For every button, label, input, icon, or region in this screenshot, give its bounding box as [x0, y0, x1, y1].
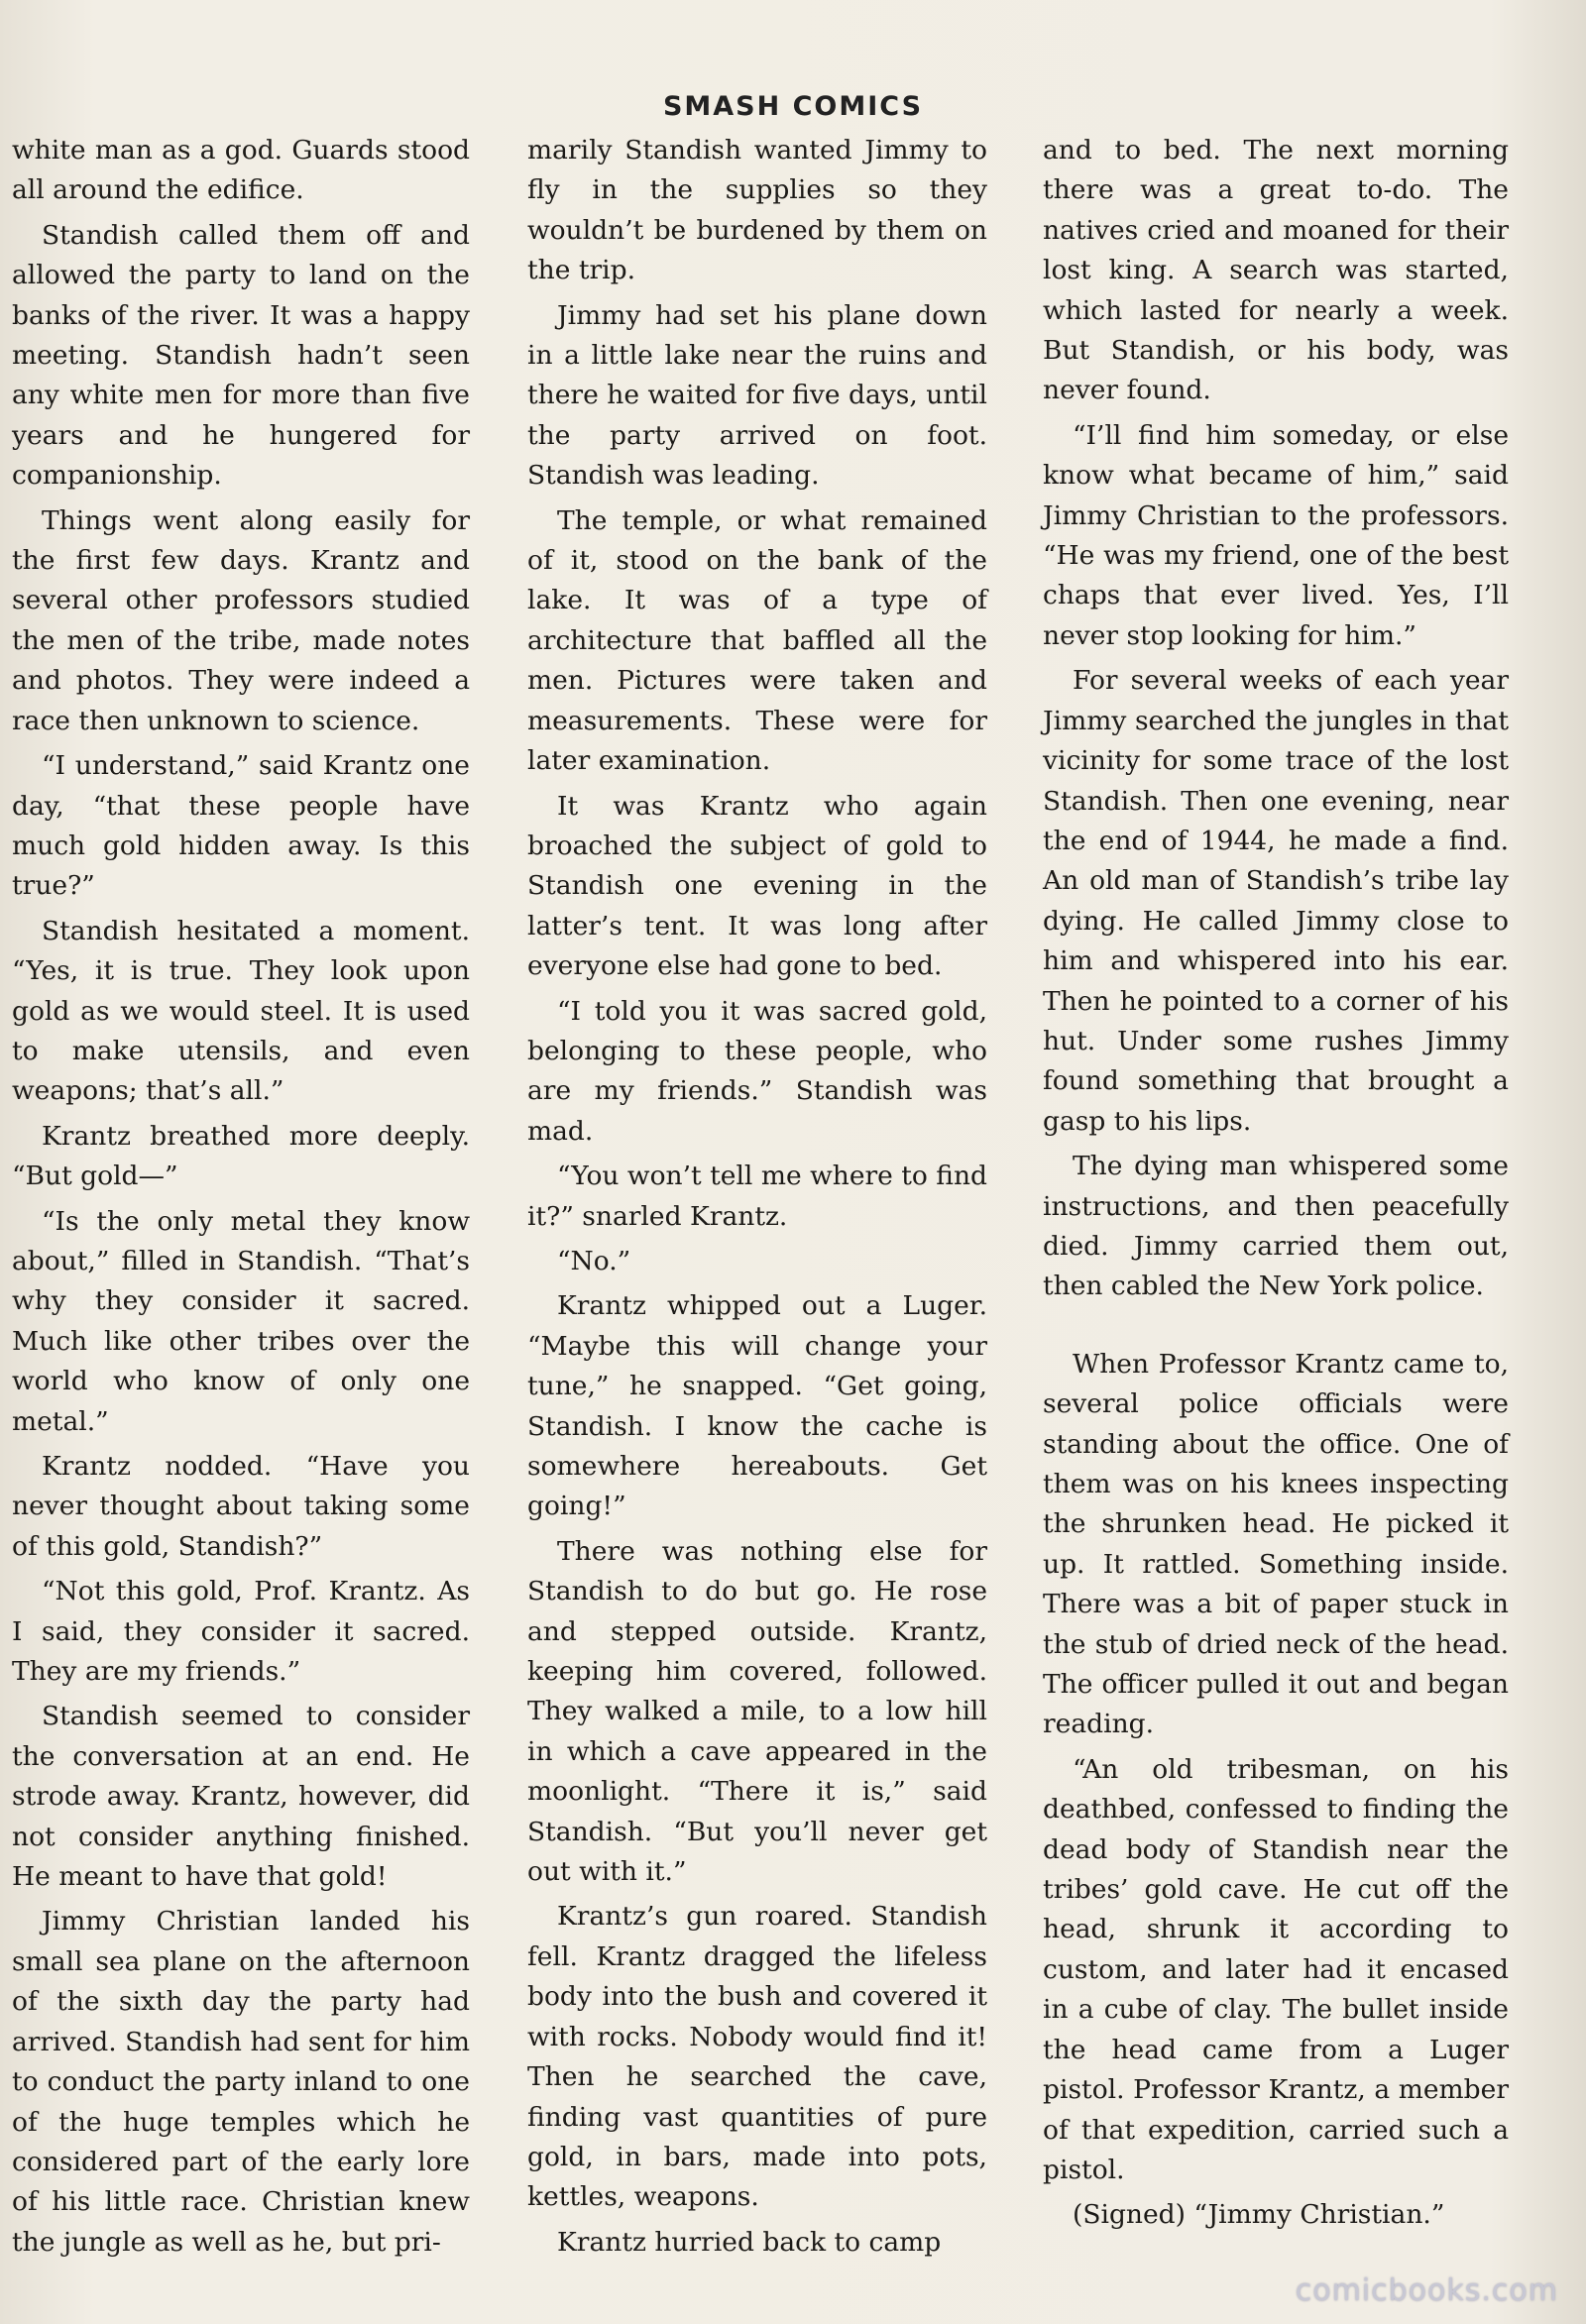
paragraph: “Is the only metal they know about,” filled in Standish. “That’s why they consider it sacred. Much like other tribes over the world who know of only one metal.” — [12, 1205, 470, 1437]
paragraph: Krantz’s gun roared. Standish fell. Krantz dragged the lifeless body into the bush and covered it with rocks. Nobody would find it! Then he searched the cave, finding vast quantities of pure gold, in bars, made into pots, kettles, weapons. — [527, 1901, 987, 2213]
paragraph: “No.” — [557, 1245, 631, 1276]
paragraph: Krantz whipped out a Luger. “Maybe this will change your tune,” he snapped. “Get going, Standish. I know the cache is somewhere hereabouts. Get going!” — [527, 1290, 987, 1522]
text-column-2 — [527, 131, 987, 2268]
paragraph: There was nothing else for Standish to do but go. He rose and stepped outside. Krantz, keeping him covered, followed. They walked a mile, to a low hill in which a cave appeared in the moonlight. “There it is,” said Standish. “But you’ll never get out with it.” — [527, 1535, 987, 1888]
paragraph: Jimmy Christian landed his small sea plane on the afternoon of the sixth day the party had arrived. Standish had sent for him to conduct the party inland to one of the huge temples which he considered part of the early lore of his little race. Christian knew the jungle as well as he, but pri- — [12, 1906, 470, 2258]
text-column-1 — [12, 131, 470, 2268]
signature-line: (Signed) “Jimmy Christian.” — [1073, 2199, 1445, 2231]
paragraph: Krantz breathed more deeply. “But gold—” — [12, 1120, 470, 1192]
paragraph: Standish seemed to consider the conversation at an end. He strode away. Krantz, however, did not consider anything finished. He meant to have that gold! — [12, 1701, 470, 1893]
paragraph: Standish called them off and allowed the party to land on the banks of the river. It was a happy meeting. Standish hadn’t seen any white men for more than five years and he hungered for companionship. — [12, 219, 470, 492]
paragraph: and to bed. The next morning there was a great to-do. The natives cried and moaned for their lost king. A search was started, which lasted for nearly a week. But Standish, or his body, was never found. — [1043, 135, 1509, 406]
paragraph: white man as a god. Guards stood all around the edifice. — [12, 135, 470, 206]
paragraph: Jimmy had set his plane down in a little lake near the ruins and there he waited for five days, until the party arrived on foot. Standish was leading. — [527, 299, 987, 492]
paragraph: “I told you it was sacred gold, belonging to these people, who are my friends.” Standish was mad. — [527, 995, 987, 1147]
paragraph: Krantz hurried back to camp — [557, 2226, 942, 2258]
paragraph: “An old tribesman, on his deathbed, confessed to finding the dead body of Standish near the tribes’ gold cave. He cut off the head, shrunk it according to custom, and later had it encased in a cube of clay. The bullet inside the head came from a Luger pistol. Professor Krantz, a member of that expedition, carried such a pistol. — [1043, 1753, 1509, 2185]
paragraph: marily Standish wanted Jimmy to fly in the supplies so they wouldn’t be burdened by them on the trip. — [527, 135, 987, 286]
paragraph: “Not this gold, Prof. Krantz. As I said, they consider it sacred. They are my friends.” — [12, 1576, 470, 1688]
paragraph: “I’ll find him someday, or else know what became of him,” said Jimmy Christian to the professors. “He was my friend, one of the best chaps that ever lived. Yes, I’ll never stop looking for him.” — [1043, 419, 1509, 651]
watermark: comicbooks.com — [1295, 2273, 1558, 2308]
page-header: SMASH COMICS — [662, 91, 924, 122]
paragraph: The dying man whispered some instructions, and then peacefully died. Jimmy carried them out, then cabled the New York police. — [1043, 1151, 1509, 1302]
paragraph: When Professor Krantz came to, several police officials were standing about the office. One of them was on his knees inspecting the shrunken head. He picked it up. It rattled. Something inside. There was a bit of paper stuck in the stub of dried neck of the head. The officer pulled it out and began reading. — [1043, 1348, 1509, 1740]
paragraph: For several weeks of each year Jimmy searched the jungles in that vicinity for some trace of the lost Standish. Then one evening, near the end of 1944, he made a find. An old man of Standish’s tribe lay dying. He called Jimmy close to him and whispered into his ear. Then he pointed to a corner of his hut. Under some rushes Jimmy found something that brought a gasp to his lips. — [1043, 665, 1509, 1137]
paragraph: “I understand,” said Krantz one day, “that these people have much gold hidden away. Is this true?” — [12, 750, 470, 902]
paragraph: “You won’t tell me where to find it?” snarled Krantz. — [527, 1161, 988, 1232]
paragraph: The temple, or what remained of it, stood on the bank of the lake. It was of a type of architecture that baffled all the men. Pictures were taken and measurements. These were for later examination. — [527, 504, 987, 777]
paragraph: Standish hesitated a moment. “Yes, it is true. They look upon gold as we would steel. It is used to make utensils, and even weapons; that’s all.” — [12, 915, 470, 1107]
paragraph: Things went along easily for the first few days. Krantz and several other professors studied the men of the tribe, made notes and photos. They were indeed a race then unknown to science. — [12, 504, 470, 736]
paragraph: It was Krantz who again broached the subject of gold to Standish one evening in the latter’s tent. It was long after everyone else had gone to bed. — [527, 790, 987, 982]
paragraph: Krantz nodded. “Have you never thought about taking some of this gold, Standish?” — [12, 1451, 470, 1562]
text-column-3 — [1043, 131, 1509, 2241]
